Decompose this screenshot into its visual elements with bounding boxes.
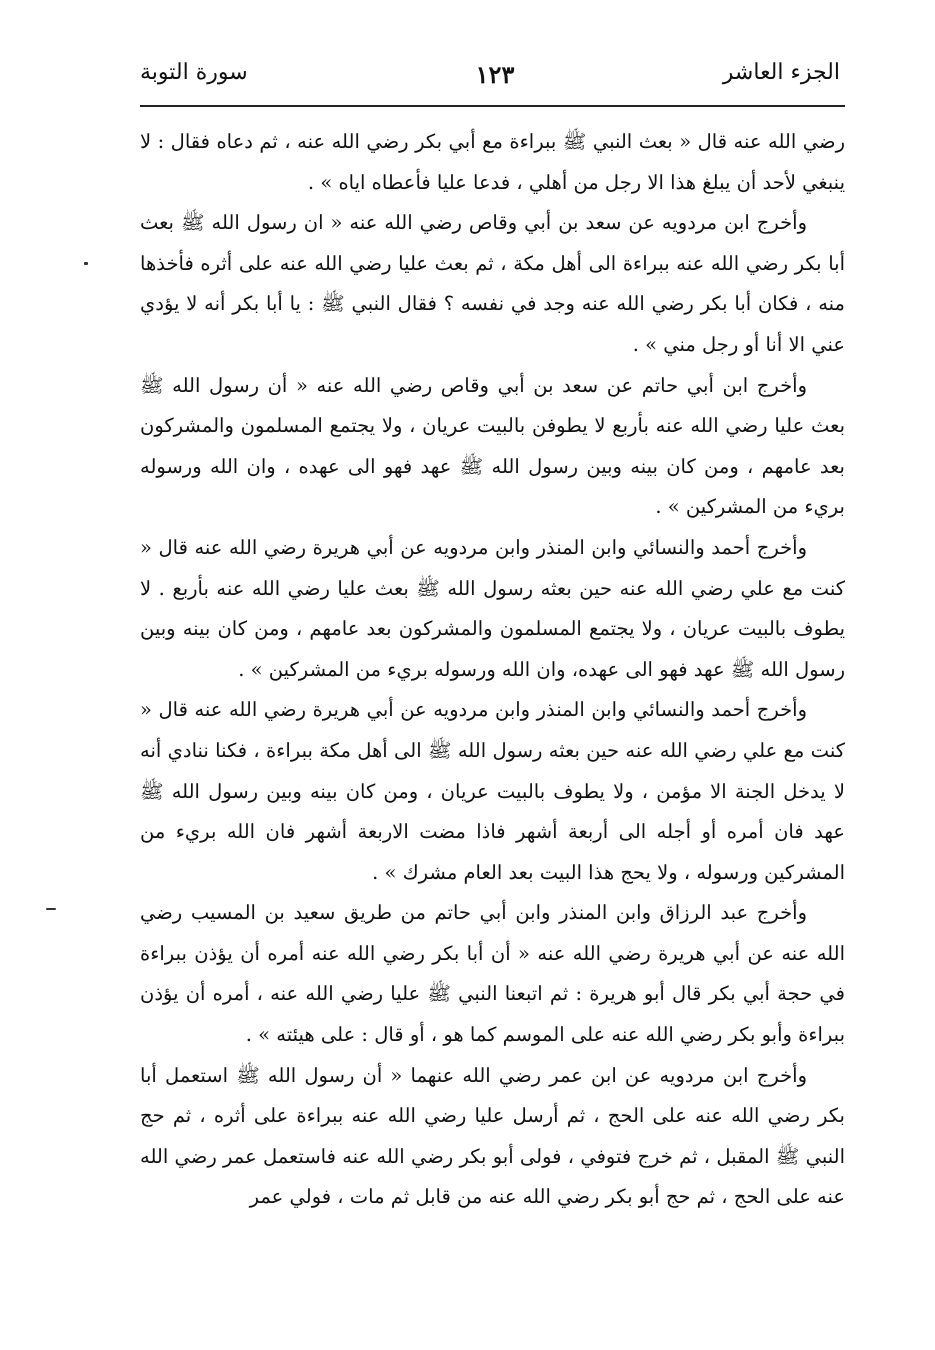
surah-title: سورة التوبة [140,60,248,85]
paragraph-4: وأخرج أحمد والنسائي وابن المنذر وابن مردويه عن أبي هريرة رضي الله عنه قال « كنت مع علي رضي الله عنه حين بعثه رسول الله ﷺ بعث عليا رضي الله عنه بأربع . لا يطوف بالبيت عريان ، ولا يجتمع المسلمون والمشركون بعد عامهم ، ومن كان بينه وبين رسول الله ﷺ عهد فهو الى عهده، وان الله ورسوله بريء من المشركين » . [140,535,845,681]
paragraph-7: وأخرج ابن مردويه عن ابن عمر رضي الله عنهما « أن رسول الله ﷺ استعمل أبا بكر رضي الله عنه على الحج ، ثم أرسل عليا رضي الله عنه ببراءة على أثره ، ثم حج النبي ﷺ المقبل ، ثم خرج فتوفي ، فولى أبو بكر رضي الله عنه فاستعمل عمر رضي الله عنه على الحج ، ثم حج أبو بكر رضي الله عنه من قابل ثم مات ، فولي عمر [140,1063,845,1209]
paragraph-6: وأخرج عبد الرزاق وابن المنذر وابن أبي حاتم من طريق سعيد بن المسيب رضي الله عنه عن أبي هريرة رضي الله عنه « أن أبا بكر رضي الله عنه أمره أن يؤذن ببراءة في حجة أبي بكر قال أبو هريرة : ثم اتبعنا النبي ﷺ عليا رضي الله عنه ، أمره أن يؤذن ببراءة وأبو بكر رضي الله عنه على الموسم كما هو ، أو قال : على هيئته » . [140,901,845,1047]
page-body [140,122,845,1218]
page-number: ١٢٣ [475,60,515,89]
page-header [140,60,840,100]
scan-speck [84,262,88,265]
paragraph-1: رضي الله عنه قال « بعث النبي ﷺ ببراءة مع أبي بكر رضي الله عنه ، ثم دعاه فقال : لا ينبغي لأحد أن يبلغ هذا الا رجل من أهلي ، فدعا عليا فأعطاه اياه » . [140,130,845,194]
paragraph-5: وأخرج أحمد والنسائي وابن المنذر وابن مردويه عن أبي هريرة رضي الله عنه قال « كنت مع علي رضي الله عنه حين بعثه رسول الله ﷺ الى أهل مكة ببراءة ، فكنا ننادي أنه لا يدخل الجنة الا مؤمن ، ولا يطوف بالبيت عريان ، ومن كان بينه وبين رسول الله ﷺ عهد فان أمره أو أجله الى أربعة أشهر فاذا مضت الاربعة أشهر فان الله بريء من المشركين ورسوله ، ولا يحج هذا البيت بعد العام مشرك » . [140,698,845,884]
paragraph-3: وأخرج ابن أبي حاتم عن سعد بن أبي وقاص رضي الله عنه « أن رسول الله ﷺ بعث عليا رضي الله عنه بأربع لا يطوفن بالبيت عريان ، ولا يجتمع المسلمون والمشركون بعد عامهم ، ومن كان بينه وبين رسول الله ﷺ عهد فهو الى عهده ، وان الله ورسوله بريء من المشركين » . [140,373,845,519]
header-divider [140,105,845,107]
scan-speck [46,908,56,910]
volume-title: الجزء العاشر [722,60,840,85]
paragraph-2: وأخرج ابن مردويه عن سعد بن أبي وقاص رضي الله عنه « ان رسول الله ﷺ بعث أبا بكر رضي الله عنه ببراءة الى أهل مكة ، ثم بعث عليا رضي الله عنه على أثره فأخذها منه ، فكان أبا بكر رضي الله عنه وجد في نفسه ؟ فقال النبي ﷺ : يا أبا بكر أنه لا يؤدي عني الا أنا أو رجل مني » . [140,211,845,356]
